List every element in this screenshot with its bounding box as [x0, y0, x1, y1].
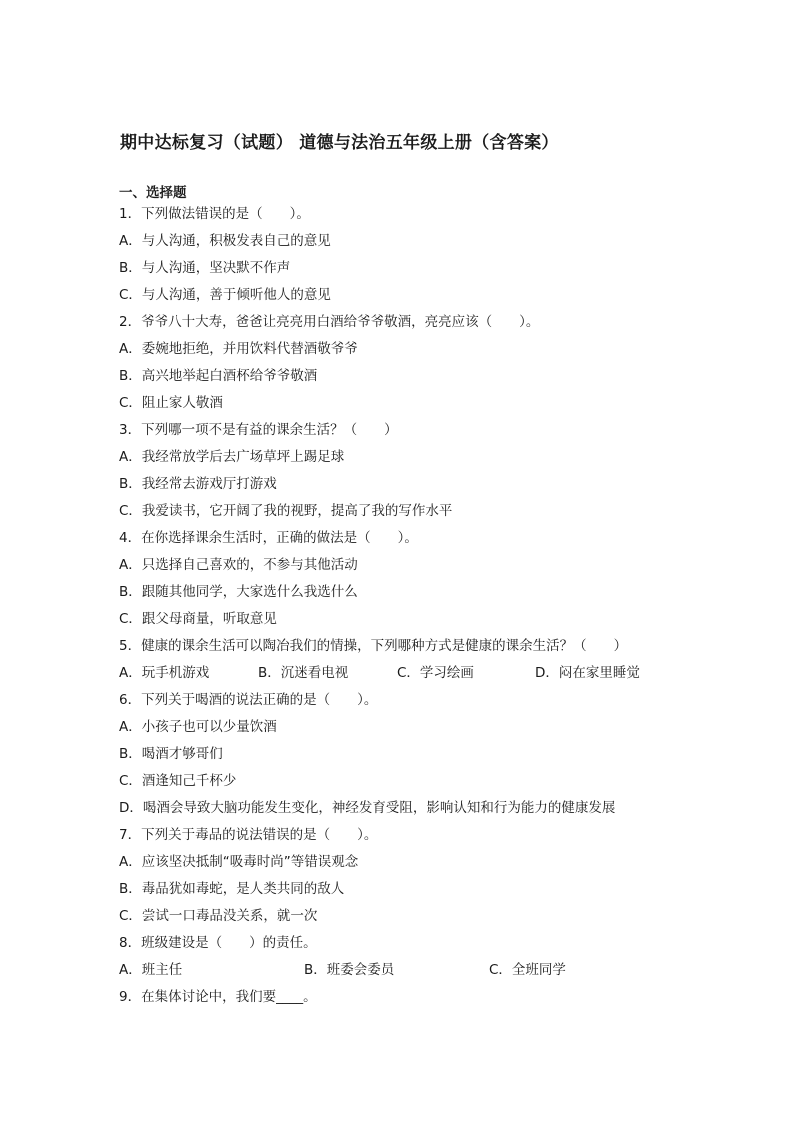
question-line: 8．班级建设是（ ）的责任。	[119, 935, 317, 951]
option-line: A．小孩子也可以少量饮酒	[119, 719, 277, 735]
option-line: A．委婉地拒绝，并用饮料代替酒敬爷爷	[119, 341, 358, 357]
option-c: C．全班同学	[489, 962, 566, 978]
option-c: C．学习绘画	[397, 665, 474, 681]
option-line: C．跟父母商量，听取意见	[119, 611, 277, 627]
question-line: 9．在集体讨论中，我们要____。	[119, 989, 317, 1005]
option-line: C．与人沟通，善于倾听他人的意见	[119, 287, 331, 303]
option-d: D．闷在家里睡觉	[535, 665, 640, 681]
option-line: C．尝试一口毒品没关系，就一次	[119, 908, 318, 924]
document-title: 期中达标复习（试题） 道德与法治五年级上册（含答案）	[120, 133, 559, 153]
option-line: A．与人沟通，积极发表自己的意见	[119, 233, 331, 249]
option-line: D．喝酒会导致大脑功能发生变化，神经发育受阻，影响认知和行为能力的健康发展	[119, 800, 616, 816]
option-line: A．应该坚决抵制“吸毒时尚”等错误观念	[119, 854, 359, 870]
question-line: 7．下列关于毒品的说法错误的是（ ）。	[119, 827, 378, 843]
question-line: 3．下列哪一项不是有益的课余生活？（ ）	[119, 422, 398, 438]
section-heading: 一、选择题	[119, 185, 187, 201]
option-line: B．跟随其他同学，大家选什么我选什么	[119, 584, 358, 600]
question-line: 2．爷爷八十大寿，爸爸让亮亮用白酒给爷爷敬酒，亮亮应该（ ）。	[119, 314, 540, 330]
option-line: C．我爱读书，它开阔了我的视野，提高了我的写作水平	[119, 503, 453, 519]
option-line: B．与人沟通，坚决默不作声	[119, 260, 291, 276]
option-line: A．只选择自己喜欢的，不参与其他活动	[119, 557, 358, 573]
option-a: A．玩手机游戏	[119, 665, 210, 681]
option-line: C．酒逢知己千杯少	[119, 773, 237, 789]
option-line: B．高兴地举起白酒杯给爷爷敬酒	[119, 368, 318, 384]
option-b: B．沉迷看电视	[258, 665, 349, 681]
option-b: B．班委会委员	[304, 962, 395, 978]
option-a: A．班主任	[119, 962, 183, 978]
option-line: C．阻止家人敬酒	[119, 395, 223, 411]
option-line: B．我经常去游戏厅打游戏	[119, 476, 277, 492]
question-line: 4．在你选择课余生活时，正确的做法是（ ）。	[119, 530, 418, 546]
option-line: A．我经常放学后去广场草坪上踢足球	[119, 449, 345, 465]
option-line: B．毒品犹如毒蛇，是人类共同的敌人	[119, 881, 345, 897]
question-line: 5．健康的课余生活可以陶冶我们的情操，下列哪种方式是健康的课余生活？（ ）	[119, 638, 628, 654]
option-line: B．喝酒才够哥们	[119, 746, 223, 762]
question-line: 6．下列关于喝酒的说法正确的是（ ）。	[119, 692, 378, 708]
question-line: 1．下列做法错误的是（ ）。	[119, 206, 310, 222]
